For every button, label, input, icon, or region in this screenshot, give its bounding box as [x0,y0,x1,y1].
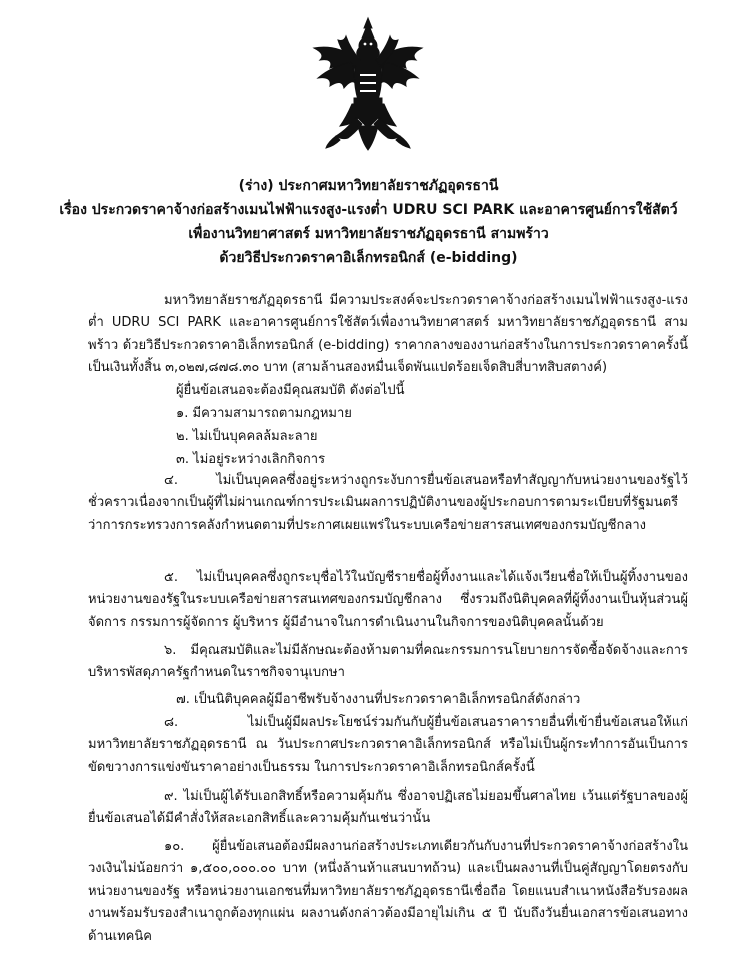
qualifications-lead: ผู้ยื่นข้อเสนอจะต้องมีคุณสมบัติ ดังต่อไปนี้ [176,383,405,398]
qualification-item-8-text: ๘. ไม่เป็นผู้มีผลประโยชน์ร่วมกันกับผู้ยื่นข้อเสนอราคารายอื่นที่เข้ายื่นข้อเสนอให้แก่มหาวิทยาลัยราชภัฏอุดรธานี ณ วันประกาศประกวดราคาอิเล็กทรอนิกส์ หรือไม่เป็นผู้กระทำการอันเป็นการขัดขวางการแข่งขันราคาอย่างเป็นธรรม ในการประกวดราคาอิเล็กทรอนิกส์ครั้งนี้ [88,715,688,775]
intro-text: มหาวิทยาลัยราชภัฏอุดรธานี มีความประสงค์จะประกวดราคาจ้างก่อสร้างเมนไฟฟ้าแรงสูง-แรงต่ำ UDRU SCI PARK และอาคารศูนย์การใช้สัตว์เพื่องานวิทยาศาสตร์ มหาวิทยาลัยราชภัฏอุดรธานี สามพร้าว ด้วยวิธีประกวดราคาอิเล็กทรอนิกส์ (e-bidding) ราคากลางของงานก่อสร้างในการประกวดราคาครั้งนี้เป็นเงินทั้งสิ้น ๓,๐๒๗,๘๗๘.๓๐ บาท (สามล้านสองหมื่นเจ็ดพันแปดร้อยเจ็ดสิบสี่บาทสิบสตางค์) [88,293,688,376]
qualification-item-5-text: ๕. ไม่เป็นบุคคลซึ่งถูกระบุชื่อไว้ในบัญชีรายชื่อผู้ทิ้งงานและได้แจ้งเวียนชื่อให้เป็นผู้ทิ้งงานของหน่วยงานของรัฐในระบบเครือข่ายสารสนเทศของกรมบัญชีกลาง ซึ่งรวมถึงนิติบุคคลที่ผู้ทิ้งงานเป็นหุ้นส่วนผู้จัดการ กรรมการผู้จัดการ ผู้บริหาร ผู้มีอำนาจในการดำเนินงานในกิจการของนิติบุคคลนั้นด้วย [88,570,688,630]
qualification-item-1: ๑. มีความสามารถตามกฎหมาย [176,406,352,421]
announcement-subject-line-2: เพื่องานวิทยาศาสตร์ มหาวิทยาลัยราชภัฏอุดรธานี สามพร้าว [188,226,549,242]
announcement-subject-line-1: เรื่อง ประกวดราคาจ้างก่อสร้างเมนไฟฟ้าแรงสูง-แรงต่ำ UDRU SCI PARK และอาคารศูนย์การใช้สัตว์ [59,202,678,218]
qualification-item-4 [88,470,688,537]
qualification-item-10-text: ๑๐. ผู้ยื่นข้อเสนอต้องมีผลงานก่อสร้างประเภทเดียวกันกับงานที่ประกวดราคาจ้างก่อสร้างในวงเงินไม่น้อยกว่า ๑,๕๐๐,๐๐๐.๐๐ บาท (หนึ่งล้านห้าแสนบาทถ้วน) และเป็นผลงานที่เป็นคู่สัญญาโดยตรงกับหน่วยงานของรัฐ หรือหน่วยงานเอกชนที่มหาวิทยาลัยราชภัฏอุดรธานีเชื่อถือ โดยแนบสำเนาหนังสือรับรองผลงานพร้อมรับรองสำเนาถูกต้องทุกแผ่น ผลงานดังกล่าวต้องมีอายุไม่เกิน ๕ ปี นับถึงวันยื่นเอกสารข้อเสนอทางด้านเทคนิค [88,839,688,944]
qualification-item-9 [88,786,688,831]
qualification-item-3: ๓. ไม่อยู่ระหว่างเลิกกิจการ [176,452,326,467]
qualification-item-9-text: ๙. ไม่เป็นผู้ได้รับเอกสิทธิ์หรือความคุ้มกัน ซึ่งอาจปฏิเสธไม่ยอมขึ้นศาลไทย เว้นแต่รัฐบาลของผู้ยื่นข้อเสนอได้มีคำสั่งให้สละเอกสิทธิ์และความคุ้มกันเช่นว่านั้น [88,789,688,827]
intro-paragraph [88,290,688,380]
qualification-item-6-text: ๖. มีคุณสมบัติและไม่มีลักษณะต้องห้ามตามที่คณะกรรมการนโยบายการจัดซื้อจัดจ้างและการบริหารพัสดุภาครัฐกำหนดในราชกิจจานุเบกษา [88,643,688,681]
qualification-item-8 [88,712,688,779]
qualification-item-4-text: ๔. ไม่เป็นบุคคลซึ่งอยู่ระหว่างถูกระงับการยื่นข้อเสนอหรือทำสัญญากับหน่วยงานของรัฐไว้ชั่วคราวเนื่องจากเป็นผู้ที่ไม่ผ่านเกณฑ์การประเมินผลการปฏิบัติงานของผู้ประกอบการตามระเบียบที่รัฐมนตรีว่าการกระทรวงการคลังกำหนดตามที่ประกาศเผยแพร่ในระบบเครือข่ายสารสนเทศของกรมบัญชีกลาง [88,473,688,533]
qualification-item-10 [88,836,688,948]
garuda-emblem [306,14,430,154]
qualification-item-5 [88,567,688,634]
announcement-subject-line-3: ด้วยวิธีประกวดราคาอิเล็กทรอนิกส์ (e-bidding) [219,250,518,266]
qualification-item-6 [88,640,688,685]
qualification-item-2: ๒. ไม่เป็นบุคคลล้มละลาย [176,429,318,444]
announcement-heading: (ร่าง) ประกาศมหาวิทยาลัยราชภัฏอุดรธานี [238,178,499,194]
qualification-item-7: ๗. เป็นนิติบุคคลผู้มีอาชีพรับจ้างงานที่ประกวดราคาอิเล็กทรอนิกส์ดังกล่าว [176,692,581,707]
